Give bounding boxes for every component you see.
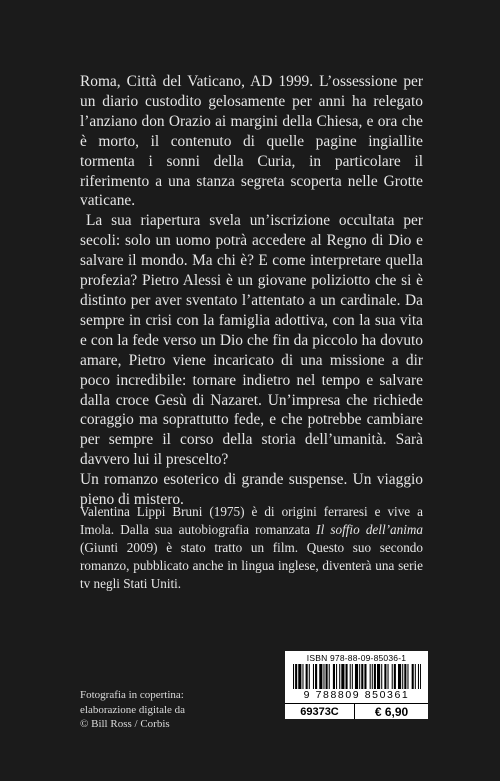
synopsis-paragraph-2: La sua riapertura svela un’iscrizione occultata per secoli: solo un uomo potrà accedere al Regno di Dio e salvare il mondo. Ma chi è? E come interpretare quella profezia? Pietro Alessi è un giovane poliziotto che si è distinto per aver sventato l’attentato a un cardinale. Da sempre in crisi con la famiglia adottiva, con la sua vita e con la fede verso un Dio che fin da piccolo ha dovuto amare, Pietro viene incaricato di una missione a dir poco incredibile: tornare indietro nel tempo e salvare dalla croce Gesù di Nazaret. Un’impresa che richiede coraggio ma soprattutto fede, e che potrebbe cambiare per sempre il corso della storia dell’umanità. Sarà davvero lui il prescelto? [80, 212, 423, 469]
barcode-stripe [398, 664, 401, 689]
product-code: 69373C [285, 703, 355, 719]
barcode-stripe [323, 664, 324, 689]
barcode-stripe [336, 664, 337, 689]
barcode-stripe [364, 664, 366, 689]
barcode-stripe [381, 664, 382, 689]
barcode-stripe [298, 664, 301, 689]
barcode-box [285, 651, 428, 719]
barcode-stripe [370, 664, 371, 689]
price: € 6,90 [355, 703, 428, 719]
barcode-stripe [326, 664, 328, 689]
barcode-stripe [306, 664, 308, 689]
cover-credits [80, 688, 220, 732]
barcode-stripe [355, 664, 358, 689]
barcode-stripe [339, 664, 340, 689]
barcode-stripe [350, 664, 351, 689]
barcode-stripe [407, 664, 408, 689]
synopsis-paragraph-1: Roma, Città del Vaticano, AD 1999. L’ossessione per un diario custodito gelosamente per anni ha relegato l’anziano don Orazio ai margini della Chiesa, e ora che è morto, il contenuto di quelle pagine ingiallite tormenta i sonni della Curia, in particolare il riferimento a una stanza segreta scoperta nelle Grotte vaticane. [80, 73, 423, 210]
barcode-stripe [392, 664, 393, 689]
isbn-text: ISBN 978-88-09-85036-1 [306, 653, 407, 663]
barcode-stripe [295, 664, 297, 689]
barcode-stripe [377, 664, 380, 689]
barcode-stripe [315, 664, 317, 689]
credit-line-2: elaborazione digitale da [80, 703, 186, 716]
author-bio [80, 503, 423, 593]
barcode-stripe [412, 664, 414, 689]
synopsis-paragraph-3: Un romanzo esoterico di grande suspense. Un viaggio pieno di mistero. [80, 471, 423, 509]
barcode-stripe [388, 664, 389, 689]
barcode-stripe [384, 664, 386, 689]
barcode-stripe [319, 664, 322, 689]
barcode-stripe [418, 664, 419, 689]
barcode-stripe [309, 664, 310, 689]
barcode-stripe [302, 664, 303, 689]
barcode-stripe [361, 664, 363, 689]
barcode-stripe [293, 664, 294, 689]
barcode-digits: 9 788809 850361 [303, 689, 410, 701]
barcode-stripe [341, 664, 344, 689]
synopsis [80, 72, 423, 510]
barcode-stripe [313, 664, 314, 689]
barcode-stripe [372, 664, 373, 689]
bio-text-end: (Giunti 2009) è stato tratto un film. Questo suo secondo romanzo, pubblicato anche in lingua inglese, diventerà una serie tv negli Stati Uniti. [80, 540, 423, 591]
bio-text-start: Valentina Lippi Bruni (1975) è di origini ferraresi e vive a Imola. Dalla sua autobiografia romanzata [80, 504, 423, 537]
credit-line-1: Fotografia in copertina: [80, 689, 184, 701]
barcode-stripe [359, 664, 360, 689]
barcode-stripe [415, 664, 416, 689]
barcode-stripe [402, 664, 403, 689]
barcode-stripe [394, 664, 396, 689]
barcode-stripe [374, 664, 376, 689]
barcode-stripe [346, 664, 348, 689]
bio-book-title: Il soffio dell’anima [316, 522, 423, 537]
barcode-bars [293, 664, 421, 689]
barcode-stripe [329, 664, 330, 689]
barcode-stripe [333, 664, 335, 689]
credit-line-3: © Bill Ross / Corbis [80, 718, 170, 730]
barcode-stripe [404, 664, 406, 689]
barcode-stripe [352, 664, 353, 689]
barcode-stripe [420, 664, 421, 689]
